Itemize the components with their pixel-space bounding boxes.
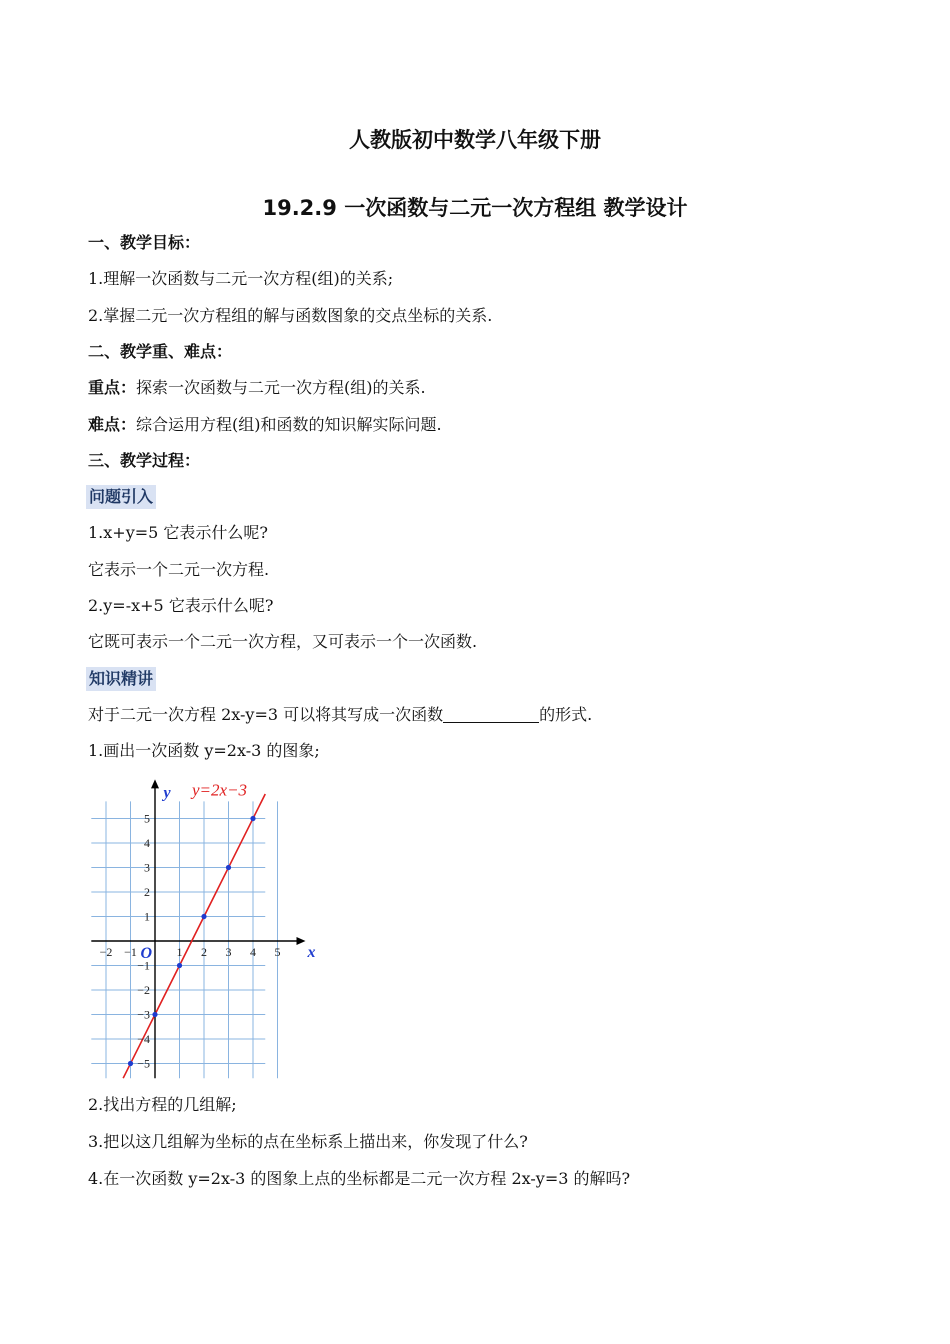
- hard-point-text: 综合运用方程(组)和函数的知识解实际问题.: [136, 415, 442, 434]
- y-tick-label: 5: [144, 811, 150, 826]
- origin-label: O: [140, 945, 152, 962]
- data-point: [201, 914, 206, 919]
- x-tick-label: 3: [225, 945, 232, 959]
- key-point-label: 重点：: [88, 378, 137, 397]
- step-1: 1.画出一次函数 y=2x-3 的图象;: [88, 741, 320, 760]
- section-tag-knowledge: 知识精讲: [86, 667, 156, 691]
- y-tick-label: −4: [137, 1032, 150, 1046]
- data-point: [152, 1012, 157, 1017]
- lesson-title: 19.2.9 一次函数与二元一次方程组 教学设计: [262, 196, 688, 220]
- step-4: 4.在一次函数 y=2x-3 的图象上点的坐标都是二元一次方程 2x-y=3 的解吗?: [88, 1169, 631, 1188]
- data-point: [250, 816, 255, 821]
- x-axis-label: x: [307, 944, 316, 961]
- x-tick-label: −1: [124, 945, 137, 959]
- goals-heading: 一、教学目标：: [88, 233, 201, 252]
- key-point-text: 探索一次函数与二元一次方程(组)的关系.: [136, 378, 426, 397]
- x-tick-label: 5: [274, 945, 281, 959]
- x-tick-label: 2: [201, 945, 207, 959]
- question-2: 2.y=-x+5 它表示什么呢?: [88, 596, 274, 615]
- process-heading: 三、教学过程：: [88, 451, 201, 470]
- section-tag-intro: 问题引入: [86, 485, 156, 509]
- question-1: 1.x+y=5 它表示什么呢?: [88, 523, 268, 542]
- y-axis-arrow: [151, 779, 159, 788]
- data-point: [177, 963, 182, 968]
- x-tick-label: −2: [99, 945, 113, 959]
- key-point: [88, 377, 426, 399]
- intro-after: 的形式.: [539, 705, 593, 724]
- y-tick-label: 2: [144, 885, 150, 899]
- y-tick-label: −1: [137, 958, 150, 973]
- y-tick-label: −5: [137, 1056, 150, 1071]
- fill-blank: [443, 706, 539, 723]
- y-tick-label: 1: [144, 909, 150, 924]
- x-tick-label: 4: [250, 945, 256, 959]
- intro-before: 对于二元一次方程 2x-y=3 可以将其写成一次函数: [88, 705, 444, 724]
- goal-item-2: 2.掌握二元一次方程组的解与函数图象的交点坐标的关系.: [88, 306, 493, 325]
- goal-item-1: 1.理解一次函数与二元一次方程(组)的关系;: [88, 269, 394, 288]
- y-tick-label: −2: [137, 983, 150, 997]
- hard-point-label: 难点：: [88, 415, 137, 434]
- y-axis-label: y: [163, 784, 171, 802]
- y-tick-label: −3: [137, 1007, 150, 1022]
- data-point: [128, 1061, 133, 1066]
- step-2: 2.找出方程的几组解;: [88, 1095, 237, 1114]
- data-point: [226, 865, 231, 870]
- answer-2: 它既可表示一个二元一次方程，又可表示一个一次函数.: [88, 632, 478, 651]
- hard-point: [88, 414, 442, 436]
- answer-1: 它表示一个二元一次方程.: [88, 560, 270, 579]
- step-3: 3.把以这几组解为坐标的点在坐标系上描出来，你发现了什么?: [88, 1132, 528, 1151]
- x-tick-label: 1: [176, 945, 183, 959]
- intro-sentence: [88, 704, 592, 726]
- document-title: 人教版初中数学八年级下册: [349, 128, 601, 152]
- y-tick-label: 4: [144, 836, 150, 850]
- keypoints-heading: 二、教学重、难点：: [88, 342, 233, 361]
- x-axis-arrow: [297, 937, 306, 945]
- function-label: y=2x−3: [192, 780, 248, 800]
- y-tick-label: 3: [144, 860, 150, 875]
- function-graph: [84, 772, 314, 1072]
